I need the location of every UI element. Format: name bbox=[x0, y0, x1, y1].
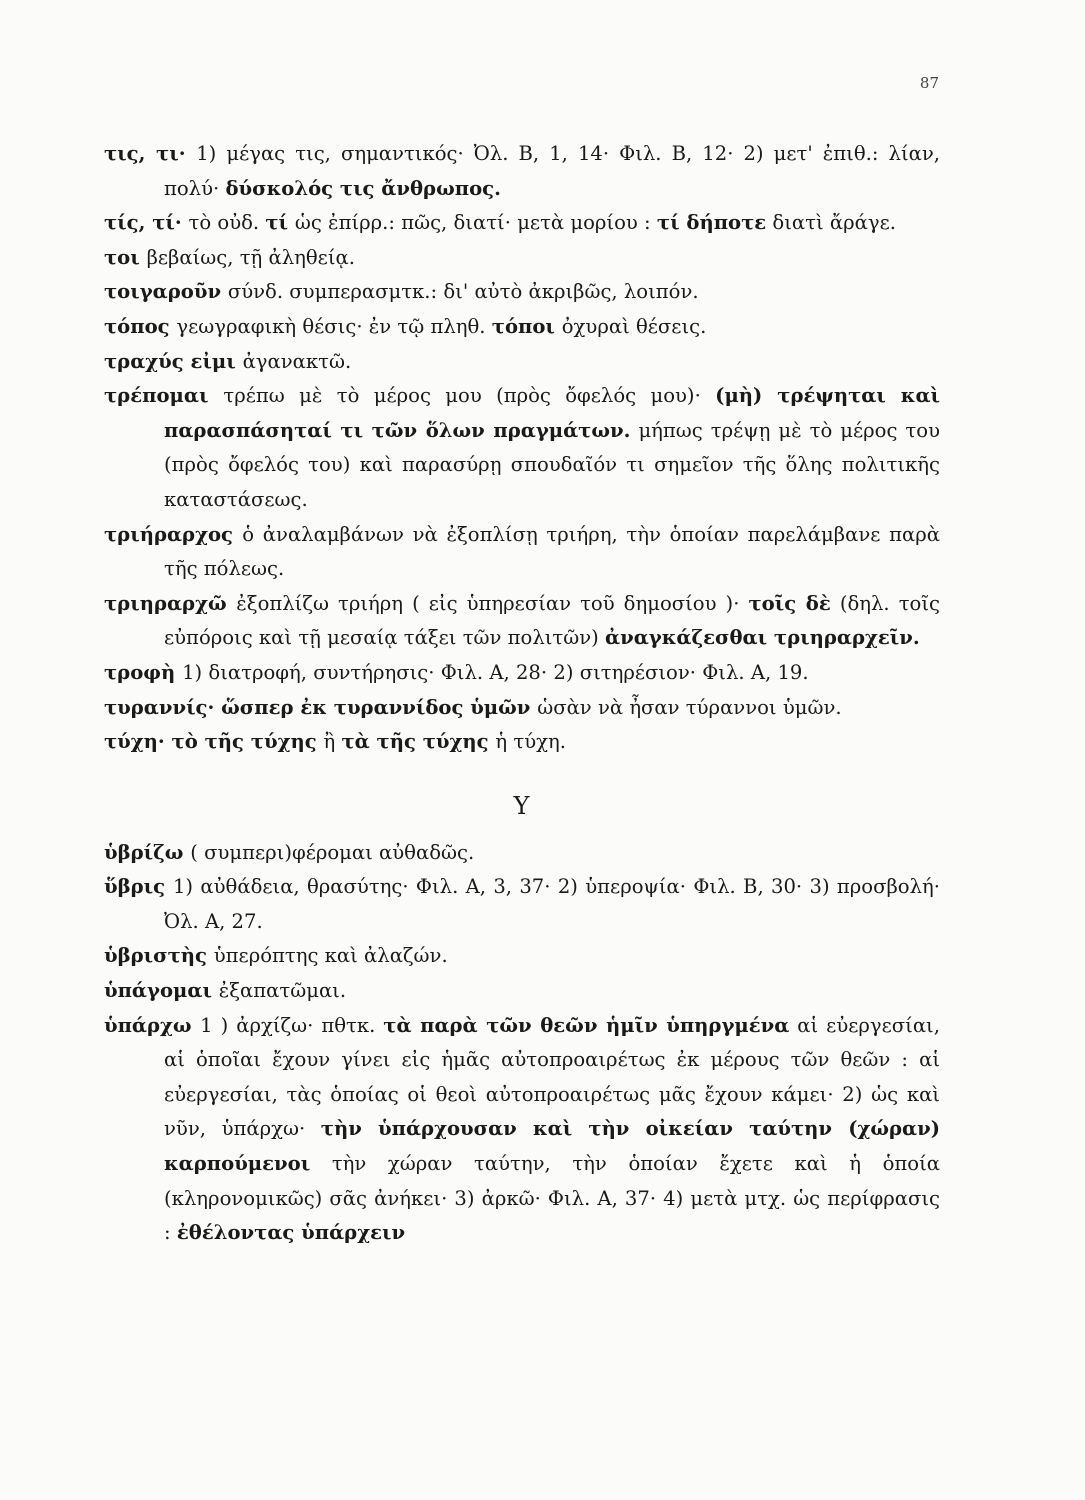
entry-text: ἢ bbox=[323, 730, 342, 754]
entry-headword: τίς, τί· bbox=[104, 211, 189, 235]
dictionary-entry bbox=[104, 939, 940, 974]
entry-text: ἐξοπλίζω τριήρη ( εἰς ὑπηρεσίαν τοῦ δημοσίου )· bbox=[236, 591, 749, 615]
entry-headword: τύχη· τὸ τῆς τύχης bbox=[104, 730, 324, 754]
dictionary-entry bbox=[104, 870, 940, 939]
dictionary-entry bbox=[104, 974, 940, 1009]
entry-headword: τόποι bbox=[491, 314, 562, 338]
entry-headword: τραχύς εἰμι bbox=[104, 349, 243, 373]
entry-headword: δύσκολός τις ἄνθρωπος. bbox=[225, 176, 501, 200]
entry-headword: τριηραρχῶ bbox=[104, 591, 237, 615]
entry-headword: ὑπάγομαι bbox=[104, 979, 219, 1003]
dictionary-entry bbox=[104, 345, 940, 380]
entry-headword: ὑπάρχω bbox=[104, 1013, 201, 1037]
entry-headword: τροφὴ bbox=[104, 660, 183, 684]
entry-headword: τοι bbox=[104, 245, 147, 269]
entry-text: ἡ τύχη. bbox=[495, 730, 566, 754]
entries-section-upsilon bbox=[104, 836, 940, 1251]
entry-headword: τριήραρχος bbox=[104, 522, 243, 546]
entry-headword: τυραννίς· ὥσπερ ἐκ τυραννίδος ὑμῶν bbox=[104, 695, 538, 719]
entry-text: 1) διατροφή, συντήρησις· Φιλ. Α, 28· 2) σιτηρέσιον· Φιλ. Α, 19. bbox=[182, 660, 809, 684]
entry-text: ( συμπερι)φέρομαι αὐθαδῶς. bbox=[190, 840, 475, 864]
entry-headword: ἀναγκάζεσθαι τριηραρχεῖν. bbox=[605, 626, 920, 650]
dictionary-entry bbox=[104, 241, 940, 276]
dictionary-entries bbox=[104, 137, 940, 1251]
entry-text: 1) μέγας τις, σημαντικός· Ὀλ. Β, 1, 14· Φιλ. Β, 12· 2) μετ' ἐπιθ.: λίαν, πολύ· bbox=[164, 142, 940, 200]
entry-text: μήπως τρέψῃ μὲ τὸ μέρος του (πρὸς ὄφελός του) καὶ παρασύρῃ σπουδαῖόν τι σημεῖον τῆς ὅλης πολιτικῆς καταστάσεως. bbox=[164, 418, 940, 511]
entry-text: ἀγανακτῶ. bbox=[242, 349, 352, 373]
entry-headword: τὴν ὑπάρχουσαν καὶ τὴν οἰκείαν ταύτην (χώραν) καρπούμενοι bbox=[164, 1117, 940, 1176]
entries-section-tau bbox=[104, 137, 940, 760]
entry-text: (δηλ. τοῖς εὐπόροις καὶ τῇ μεσαίᾳ τάξει τῶν πολιτῶν) bbox=[164, 591, 940, 650]
entry-text: ὁ ἀναλαμβάνων νὰ ἐξοπλίσῃ τριήρη, τὴν ὁποίαν παρελάμβανε παρὰ τῆς πόλεως. bbox=[164, 522, 940, 581]
dictionary-entry bbox=[104, 587, 940, 656]
entry-text: τρέπω μὲ τὸ μέρος μου (πρὸς ὄφελός μου)· bbox=[223, 384, 716, 408]
entry-headword: ὑβρίζω bbox=[104, 840, 191, 864]
dictionary-entry bbox=[104, 725, 940, 760]
dictionary-entry bbox=[104, 836, 940, 871]
entry-text: αἱ εὐεργεσίαι, αἱ ὁποῖαι ἔχουν γίνει εἰς ἡμᾶς αὐτοπροαιρέτως ἐκ μέρους τῶν θεῶν : αἱ εὐεργεσίαι, τὰς ὁποίας οἱ θεοὶ αὐτοπροαιρέτως μᾶς ἔχουν κάμει· 2) ὡς καὶ νῦν, ὑπάρχω· bbox=[164, 1013, 940, 1141]
entry-text: τὴν χώραν ταύτην, τὴν ὁποίαν ἔχετε καὶ ἡ ὁποία (κληρονομικῶς) σᾶς ἀνήκει· 3) ἀρκῶ· Φιλ. Α, 37· 4) μετὰ μτχ. ὡς περίφρασις : bbox=[164, 1152, 940, 1245]
dictionary-entry bbox=[104, 275, 940, 310]
entry-headword: τρέπομαι bbox=[104, 384, 224, 408]
entry-headword: τοῖς δὲ bbox=[748, 591, 831, 615]
dictionary-entry bbox=[104, 1009, 940, 1251]
dictionary-entry bbox=[104, 656, 940, 691]
entry-text: βεβαίως, τῇ ἀληθείᾳ. bbox=[146, 245, 355, 269]
entry-headword: (μὴ) τρέψηται καὶ παρασπάσηταί τι τῶν ὅλων πραγμάτων. bbox=[164, 384, 941, 442]
entry-text: σύνδ. συμπερασμτκ.: δι' αὐτὸ ἀκριβῶς, λοιπόν. bbox=[227, 280, 699, 304]
dictionary-entry bbox=[104, 518, 940, 587]
entry-text: 1 ) ἀρχίζω· πθτκ. bbox=[200, 1013, 384, 1037]
entry-headword: ὕβρις bbox=[104, 875, 173, 899]
entry-headword: τί bbox=[265, 211, 295, 235]
entry-text: 1) αὐθάδεια, θρασύτης· Φιλ. Α, 3, 37· 2) ὑπεροψία· Φιλ. Β, 30· 3) προσβολή· Ὀλ. Α, 27. bbox=[164, 875, 940, 933]
entry-headword: τόπος bbox=[104, 314, 177, 338]
section-letter: Υ bbox=[513, 791, 531, 820]
entry-text: τὸ οὐδ. bbox=[188, 211, 266, 235]
entry-text: γεωγραφικὴ θέσις· ἐν τῷ πληθ. bbox=[176, 314, 492, 338]
entry-headword: τί δήποτε bbox=[656, 211, 767, 235]
entry-headword: τοιγαροῦν bbox=[104, 280, 228, 304]
entry-headword: τις, τι· bbox=[104, 142, 197, 165]
entry-headword: τὰ παρὰ τῶν θεῶν ἡμῖν ὑπηργμένα bbox=[383, 1013, 790, 1037]
entry-headword: τὰ τῆς τύχης bbox=[341, 730, 496, 754]
entry-text: διατὶ ἄράγε. bbox=[766, 211, 896, 235]
dictionary-entry bbox=[104, 206, 940, 241]
dictionary-entry bbox=[104, 310, 940, 345]
entry-text: ὀχυραὶ θέσεις. bbox=[561, 314, 707, 338]
dictionary-entry bbox=[104, 691, 940, 726]
dictionary-entry bbox=[104, 379, 940, 517]
dictionary-entry bbox=[104, 137, 940, 206]
entry-text: ὡσὰν νὰ ἦσαν τύραννοι ὑμῶν. bbox=[537, 695, 842, 719]
page-number: 87 bbox=[919, 74, 939, 92]
entry-text: ἐξαπατῶμαι. bbox=[218, 979, 347, 1003]
entry-headword: ὑβριστὴς bbox=[104, 944, 214, 968]
entry-headword: ἐθέλοντας ὑπάρχειν bbox=[176, 1221, 406, 1245]
entry-text: ὑπερόπτης καὶ ἀλαζών. bbox=[213, 944, 448, 968]
entry-text: ὡς ἐπίρρ.: πῶς, διατί· μετὰ μορίου : bbox=[294, 211, 657, 235]
